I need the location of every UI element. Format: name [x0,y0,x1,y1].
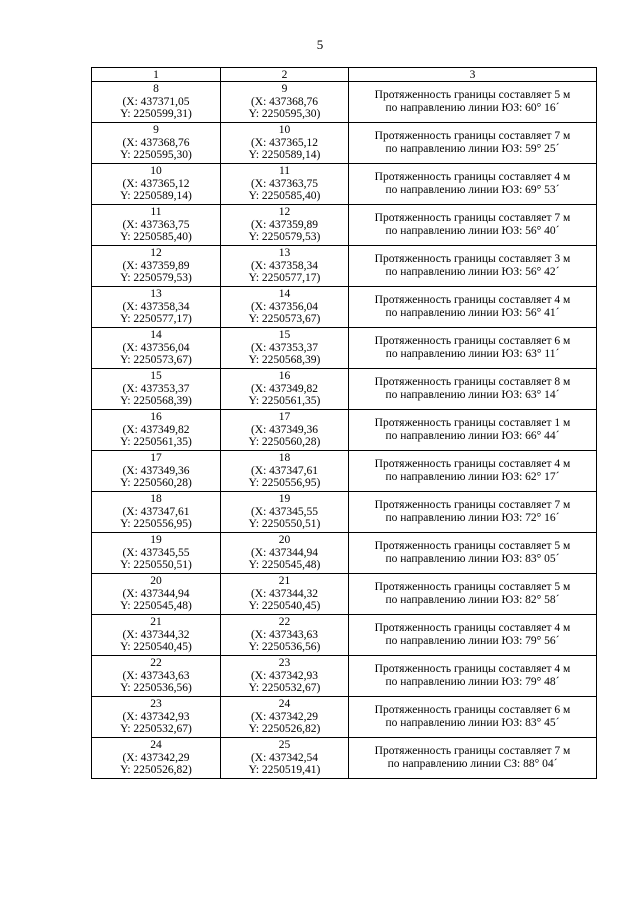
boundary-length-text: Протяженность границы составляет 4 м [374,622,571,635]
point-y-coordinate: Y: 2250550,51) [248,518,321,531]
start-point-cell [92,451,221,492]
point-x-coordinate: (X: 437344,94 [122,587,190,600]
table-row [92,287,597,328]
point-number: 9 [281,83,288,96]
point-number: 13 [150,288,162,301]
point-x-coordinate: (X: 437345,55 [250,505,319,518]
boundary-table [91,67,597,779]
point-number: 24 [150,739,162,752]
table-row [92,246,597,287]
point-number: 19 [150,534,162,547]
boundary-length-text: Протяженность границы составляет 5 м [374,89,571,102]
start-point-cell [92,492,221,533]
table-row [92,574,597,615]
boundary-length-text: Протяженность границы составляет 1 м [374,417,571,430]
point-y-coordinate: Y: 2250536,56) [120,682,192,695]
table-row [92,82,597,123]
column-header-2: 2 [221,68,349,82]
end-point-cell [221,410,349,451]
point-x-coordinate: (X: 437343,63 [122,669,190,682]
point-x-coordinate: (X: 437368,76 [122,136,190,149]
point-x-coordinate: (X: 437371,05 [122,95,190,108]
point-y-coordinate: Y: 2250599,31) [120,108,192,121]
table-row [92,615,597,656]
boundary-length-text: Протяженность границы составляет 7 м [374,130,571,143]
point-y-coordinate: Y: 2250540,45) [248,600,321,613]
table-row [92,656,597,697]
point-number: 8 [153,83,159,96]
description-cell [349,533,597,574]
point-number: 20 [278,534,291,547]
point-number: 16 [278,370,291,383]
start-point-cell [92,246,221,287]
point-y-coordinate: Y: 2250573,67) [120,354,192,367]
boundary-direction-text: по направлению линии ЮЗ: 56° 42´ [385,266,560,278]
point-y-coordinate: Y: 2250550,51) [120,559,192,572]
point-number: 18 [150,493,162,506]
point-number: 21 [278,575,291,588]
table-row [92,697,597,738]
point-y-coordinate: Y: 2250577,17) [120,313,192,326]
boundary-length-text: Протяженность границы составляет 5 м [374,581,571,594]
start-point-cell [92,82,221,123]
point-y-coordinate: Y: 2250540,45) [120,641,192,654]
description-cell [349,492,597,533]
description-cell [349,451,597,492]
description-cell [349,123,597,164]
point-x-coordinate: (X: 437349,82 [250,382,319,395]
point-x-coordinate: (X: 437358,34 [250,259,319,272]
boundary-length-text: Протяженность границы составляет 7 м [374,745,571,758]
boundary-direction-text: по направлению линии СЗ: 88° 04´ [387,758,558,770]
start-point-cell [92,369,221,410]
point-number: 23 [150,698,162,711]
end-point-cell [221,451,349,492]
point-number: 23 [278,657,291,670]
point-y-coordinate: Y: 2250589,14) [248,149,321,162]
table-row [92,738,597,779]
point-x-coordinate: (X: 437344,32 [250,587,319,600]
point-y-coordinate: Y: 2250519,41) [248,764,321,777]
table-header-row [92,68,597,82]
boundary-length-text: Протяженность границы составляет 7 м [374,212,571,225]
point-number: 12 [150,247,162,260]
point-y-coordinate: Y: 2250532,67) [248,682,321,695]
start-point-cell [92,738,221,779]
end-point-cell [221,287,349,328]
description-cell [349,410,597,451]
point-y-coordinate: Y: 2250595,30) [248,108,321,121]
point-number: 17 [278,411,291,424]
point-x-coordinate: (X: 437365,12 [250,136,319,149]
point-x-coordinate: (X: 437363,75 [122,218,190,231]
boundary-direction-text: по направлению линии ЮЗ: 82° 58´ [385,594,560,606]
point-y-coordinate: Y: 2250556,95) [248,477,321,490]
description-cell [349,369,597,410]
point-x-coordinate: (X: 437344,94 [250,546,319,559]
end-point-cell [221,697,349,738]
end-point-cell [221,205,349,246]
boundary-direction-text: по направлению линии ЮЗ: 63° 14´ [385,389,560,401]
start-point-cell [92,410,221,451]
boundary-direction-text: по направлению линии ЮЗ: 83° 05´ [385,553,560,565]
table-row [92,492,597,533]
end-point-cell [221,164,349,205]
point-number: 11 [278,165,291,178]
table-row [92,533,597,574]
page-number: 5 [316,37,324,52]
description-cell [349,615,597,656]
end-point-cell [221,328,349,369]
point-y-coordinate: Y: 2250589,14) [120,190,192,203]
point-y-coordinate: Y: 2250561,35) [248,395,321,408]
end-point-cell [221,656,349,697]
point-x-coordinate: (X: 437363,75 [250,177,319,190]
boundary-length-text: Протяженность границы составляет 4 м [374,171,571,184]
boundary-direction-text: по направлению линии ЮЗ: 59° 25´ [385,143,560,155]
table-row [92,205,597,246]
end-point-cell [221,82,349,123]
table-row [92,451,597,492]
start-point-cell [92,533,221,574]
point-x-coordinate: (X: 437343,63 [250,628,319,641]
start-point-cell [92,164,221,205]
point-x-coordinate: (X: 437345,55 [122,546,190,559]
point-number: 25 [278,739,291,752]
point-x-coordinate: (X: 437368,76 [250,95,319,108]
point-y-coordinate: Y: 2250568,39) [248,354,321,367]
boundary-direction-text: по направлению линии ЮЗ: 60° 16´ [385,102,560,114]
point-x-coordinate: (X: 437356,04 [250,300,319,313]
start-point-cell [92,656,221,697]
boundary-length-text: Протяженность границы составляет 4 м [374,458,571,471]
boundary-length-text: Протяженность границы составляет 7 м [374,499,571,512]
point-number: 20 [150,575,162,588]
point-y-coordinate: Y: 2250560,28) [248,436,321,449]
point-y-coordinate: Y: 2250579,53) [120,272,192,285]
point-x-coordinate: (X: 437349,36 [250,423,319,436]
description-cell [349,738,597,779]
end-point-cell [221,369,349,410]
point-number: 21 [150,616,162,629]
point-number: 12 [278,206,291,219]
end-point-cell [221,533,349,574]
point-number: 16 [150,411,162,424]
boundary-direction-text: по направлению линии ЮЗ: 83° 45´ [385,717,560,729]
table-row [92,410,597,451]
point-y-coordinate: Y: 2250579,53) [248,231,321,244]
boundary-direction-text: по направлению линии ЮЗ: 56° 41´ [385,307,560,319]
point-x-coordinate: (X: 437342,54 [250,751,319,764]
point-x-coordinate: (X: 437356,04 [122,341,190,354]
end-point-cell [221,738,349,779]
point-x-coordinate: (X: 437347,61 [250,464,319,477]
end-point-cell [221,246,349,287]
boundary-direction-text: по направлению линии ЮЗ: 56° 40´ [385,225,560,237]
start-point-cell [92,328,221,369]
point-number: 14 [150,329,162,342]
boundary-direction-text: по направлению линии ЮЗ: 79° 48´ [385,676,560,688]
boundary-direction-text: по направлению линии ЮЗ: 63° 11´ [385,348,560,360]
table-row [92,328,597,369]
point-y-coordinate: Y: 2250556,95) [120,518,192,531]
point-y-coordinate: Y: 2250577,17) [248,272,321,285]
description-cell [349,287,597,328]
point-number: 9 [153,124,159,137]
point-x-coordinate: (X: 437349,82 [122,423,190,436]
point-y-coordinate: Y: 2250526,82) [120,764,192,777]
point-y-coordinate: Y: 2250595,30) [120,149,192,162]
point-number: 11 [150,206,162,219]
point-x-coordinate: (X: 437344,32 [122,628,190,641]
point-x-coordinate: (X: 437347,61 [122,505,190,518]
boundary-length-text: Протяженность границы составляет 4 м [374,294,571,307]
point-x-coordinate: (X: 437359,89 [250,218,319,231]
description-cell [349,656,597,697]
table-row [92,164,597,205]
point-number: 10 [150,165,162,178]
description-cell [349,205,597,246]
boundary-length-text: Протяженность границы составляет 6 м [374,704,571,717]
point-y-coordinate: Y: 2250561,35) [120,436,192,449]
start-point-cell [92,123,221,164]
boundary-table-body [92,68,597,779]
boundary-direction-text: по направлению линии ЮЗ: 69° 53´ [385,184,560,196]
end-point-cell [221,492,349,533]
point-number: 19 [278,493,291,506]
boundary-length-text: Протяженность границы составляет 4 м [374,663,571,676]
point-number: 10 [278,124,291,137]
start-point-cell [92,574,221,615]
point-number: 22 [278,616,291,629]
point-x-coordinate: (X: 437359,89 [122,259,190,272]
boundary-direction-text: по направлению линии ЮЗ: 72° 16´ [385,512,560,524]
point-x-coordinate: (X: 437365,12 [122,177,190,190]
point-number: 22 [150,657,162,670]
point-number: 17 [150,452,162,465]
start-point-cell [92,697,221,738]
point-y-coordinate: Y: 2250585,40) [120,231,192,244]
boundary-length-text: Протяженность границы составляет 5 м [374,540,571,553]
point-y-coordinate: Y: 2250545,48) [120,600,192,613]
start-point-cell [92,287,221,328]
description-cell [349,574,597,615]
boundary-direction-text: по направлению линии ЮЗ: 62° 17´ [385,471,560,483]
point-x-coordinate: (X: 437342,93 [250,669,319,682]
table-row [92,369,597,410]
point-x-coordinate: (X: 437342,93 [122,710,190,723]
column-header-1: 1 [92,68,221,82]
end-point-cell [221,615,349,656]
end-point-cell [221,123,349,164]
point-number: 14 [278,288,291,301]
point-y-coordinate: Y: 2250536,56) [248,641,321,654]
start-point-cell [92,615,221,656]
boundary-length-text: Протяженность границы составляет 3 м [374,253,571,266]
point-y-coordinate: Y: 2250545,48) [248,559,321,572]
description-cell [349,164,597,205]
boundary-length-text: Протяженность границы составляет 8 м [374,376,571,389]
point-x-coordinate: (X: 437353,37 [250,341,319,354]
boundary-direction-text: по направлению линии ЮЗ: 66° 44´ [385,430,560,442]
point-number: 13 [278,247,291,260]
point-x-coordinate: (X: 437342,29 [122,751,190,764]
point-y-coordinate: Y: 2250573,67) [248,313,321,326]
point-x-coordinate: (X: 437358,34 [122,300,190,313]
description-cell [349,328,597,369]
end-point-cell [221,574,349,615]
boundary-length-text: Протяженность границы составляет 6 м [374,335,571,348]
point-x-coordinate: (X: 437342,29 [250,710,319,723]
description-cell [349,246,597,287]
column-header-3: 3 [349,68,597,82]
point-number: 24 [278,698,291,711]
point-y-coordinate: Y: 2250585,40) [248,190,321,203]
point-number: 15 [150,370,162,383]
description-cell [349,82,597,123]
point-y-coordinate: Y: 2250560,28) [120,477,192,490]
boundary-direction-text: по направлению линии ЮЗ: 79° 56´ [385,635,560,647]
point-y-coordinate: Y: 2250568,39) [120,395,192,408]
table-row [92,123,597,164]
point-number: 18 [278,452,291,465]
point-number: 15 [278,329,291,342]
point-x-coordinate: (X: 437353,37 [122,382,190,395]
point-y-coordinate: Y: 2250532,67) [120,723,192,736]
description-cell [349,697,597,738]
point-x-coordinate: (X: 437349,36 [122,464,190,477]
start-point-cell [92,205,221,246]
point-y-coordinate: Y: 2250526,82) [248,723,321,736]
